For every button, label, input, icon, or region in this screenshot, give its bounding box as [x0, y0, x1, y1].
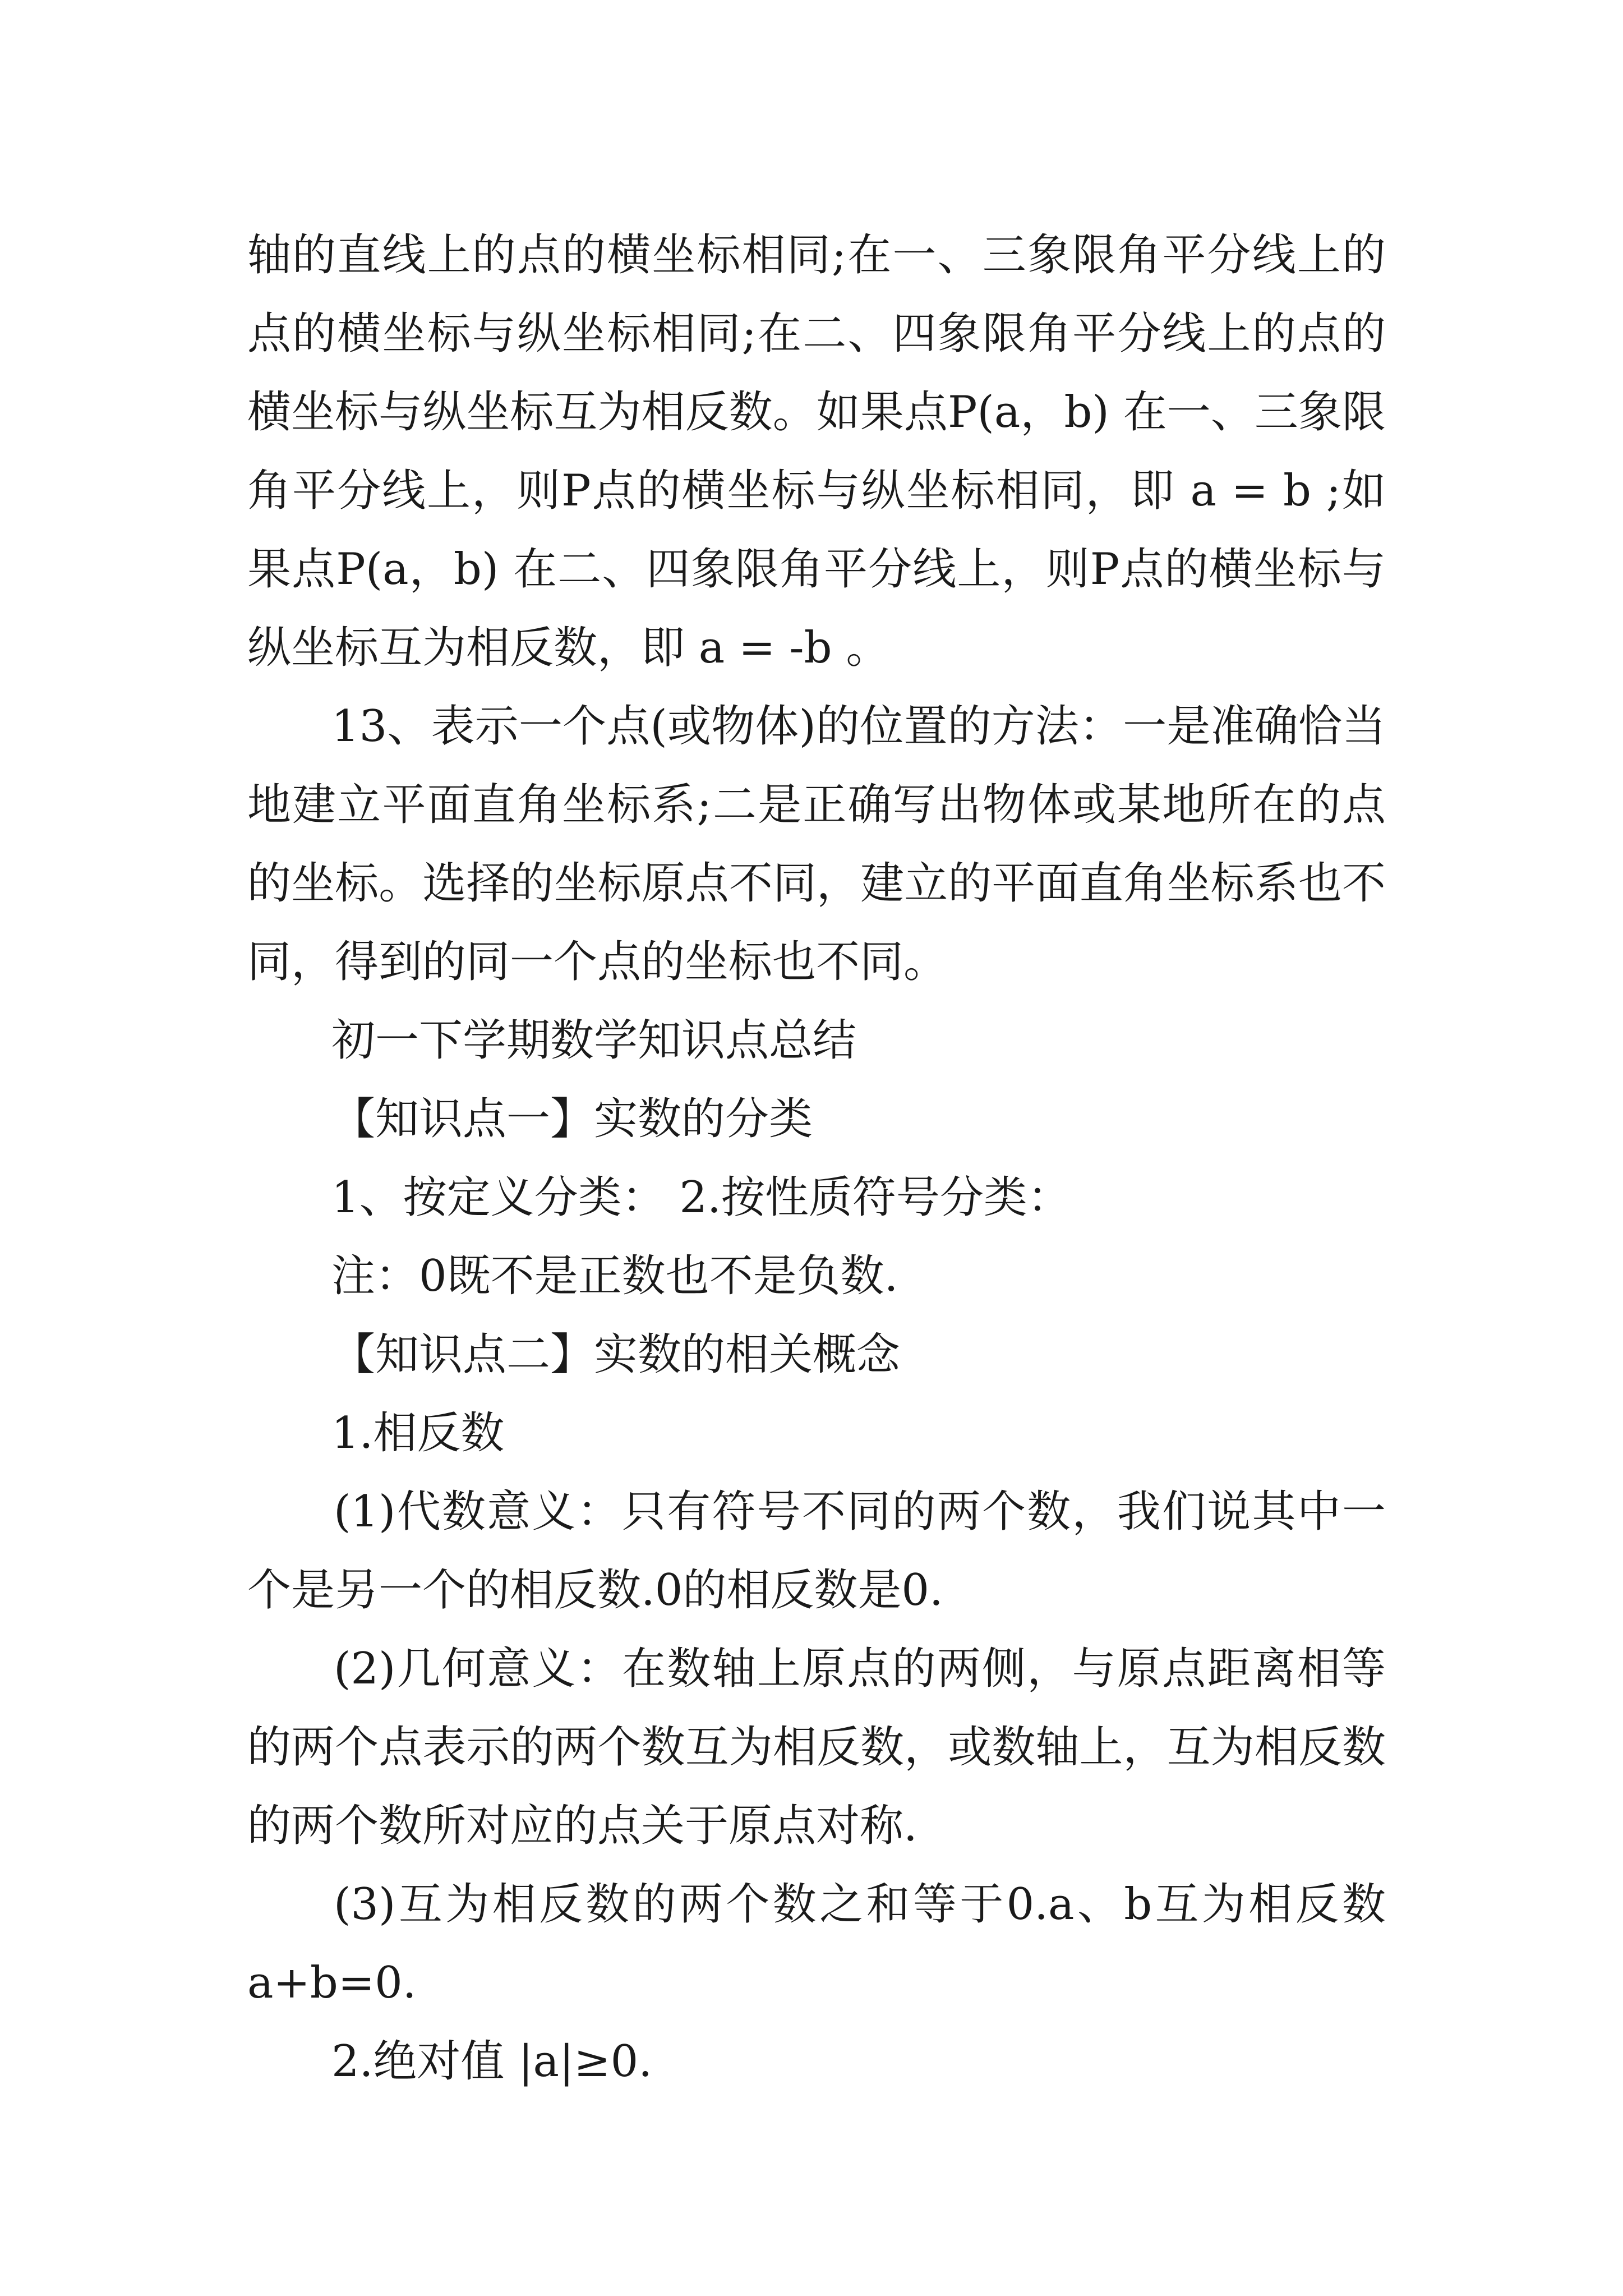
classification-line: 1、按定义分类： 2.按性质符号分类：: [331, 1172, 1071, 1223]
text-line: 纵坐标互为相反数，即 a = -b 。: [247, 623, 890, 673]
text-line: 的两个点表示的两个数互为相反数，或数轴上，互为相反数: [247, 1722, 1386, 1773]
note-line: 注：0既不是正数也不是负数.: [331, 1251, 898, 1301]
formula-line: a+b=0.: [247, 1958, 417, 2008]
text-line: 同，得到的同一个点的坐标也不同。: [247, 937, 948, 987]
geometric-meaning-line: (2)几何意义：在数轴上原点的两侧，与原点距离相等: [334, 1644, 1386, 1694]
text-line: 果点P(a，b) 在二、四象限角平分线上，则P点的横坐标与: [247, 544, 1386, 595]
section-title: 初一下学期数学知识点总结: [331, 1015, 857, 1066]
algebraic-meaning-line: (1)代数意义：只有符号不同的两个数，我们说其中一: [334, 1487, 1386, 1537]
text-line: 的坐标。选择的坐标原点不同，建立的平面直角坐标系也不: [247, 858, 1386, 909]
text-line: 点的横坐标与纵坐标相同;在二、四象限角平分线上的点的: [247, 309, 1386, 359]
text-line: 的两个数所对应的点关于原点对称.: [247, 1801, 917, 1851]
text-line: 轴的直线上的点的横坐标相同;在一、三象限角平分线上的: [247, 230, 1386, 280]
text-line: 角平分线上，则P点的横坐标与纵坐标相同，即 a = b ;如: [247, 466, 1386, 516]
text-line: 个是另一个的相反数.0的相反数是0.: [247, 1565, 943, 1616]
knowledge-point-2-heading: 【知识点二】实数的相关概念: [331, 1329, 901, 1380]
subheading-opposite-number: 1.相反数: [331, 1408, 505, 1458]
subheading-absolute-value: 2.绝对值 |a|≥0.: [331, 2036, 653, 2087]
sum-property-line: (3)互为相反数的两个数之和等于0.a、b互为相反数: [334, 1879, 1386, 1930]
text-line: 地建立平面直角坐标系;二是正确写出物体或某地所在的点: [247, 780, 1386, 830]
knowledge-point-1-heading: 【知识点一】实数的分类: [331, 1094, 813, 1144]
paragraph-13-start: 13、表示一个点(或物体)的位置的方法：一是准确恰当: [331, 701, 1386, 752]
text-line: 横坐标与纵坐标互为相反数。如果点P(a，b) 在一、三象限: [247, 387, 1386, 438]
